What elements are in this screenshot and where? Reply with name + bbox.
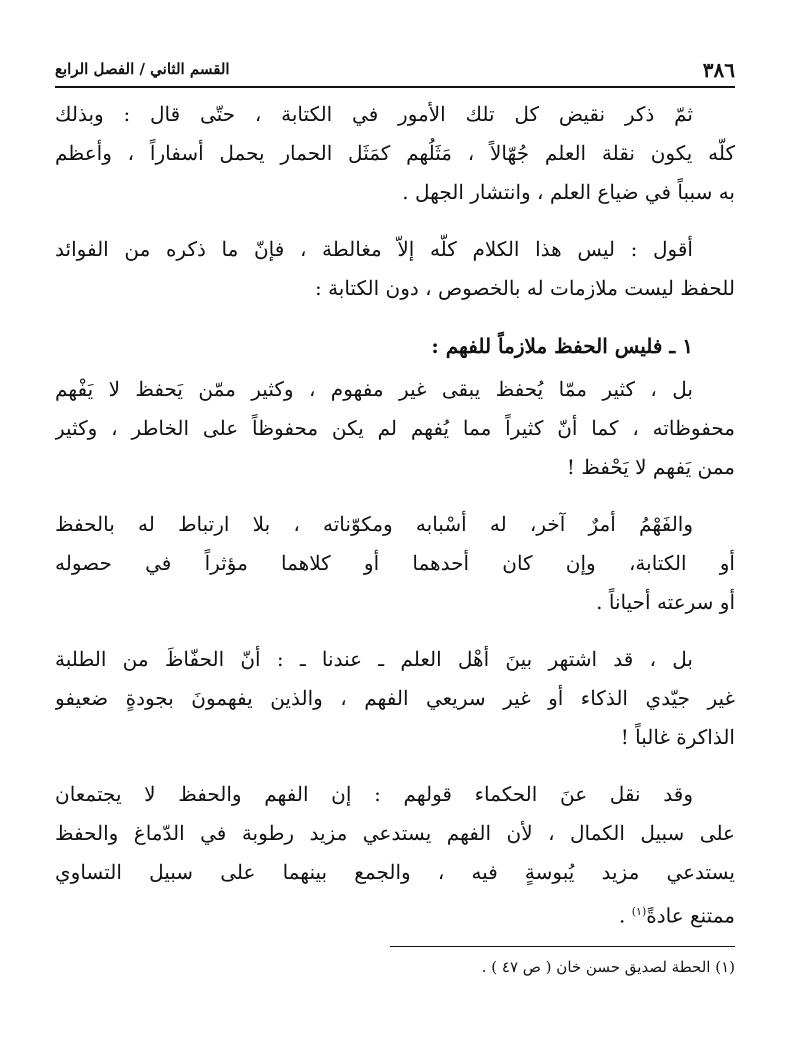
paragraph — [55, 230, 735, 308]
footnote: (١) الحطة لصديق حسن خان ( ص ٤٧ ) . — [481, 958, 735, 976]
text-line — [55, 505, 735, 544]
paragraph — [55, 370, 735, 487]
line-text: محفوظاته ، كما أنّ كثيراً مما يُفهم لم يكن محفوظاً على الخاطر ، وكثير — [55, 416, 735, 440]
paragraph — [55, 505, 735, 622]
text-line — [55, 583, 735, 622]
header-rule — [55, 86, 735, 88]
line-end-punctuation: . — [619, 903, 632, 928]
text-line — [55, 448, 735, 487]
footnote-reference[interactable]: (١) — [631, 905, 647, 918]
line-text: ممن يَفهم لا يَحْفظ ! — [566, 455, 735, 479]
line-text: أو سرعته أحياناً . — [596, 590, 735, 614]
line-text: بل ، كثير ممّا يُحفظ يبقى غير مفهوم ، وكثير ممّن يَحفظ لا يَفْهم — [55, 377, 693, 401]
text-line — [55, 544, 735, 583]
line-text: والفَهْمُ أمرٌ آخر، له أسْبابه ومكوّناته ، بلا ارتباط له بالحفظ — [55, 512, 693, 536]
line-text: أقول : ليس هذا الكلام كلّه إلاّ مغالطة ، فإنّ ما ذكره من الفوائد — [55, 237, 693, 261]
paragraph — [55, 640, 735, 757]
line-text: وقد نقل عنَ الحكماء قولهم : إن الفهم والحفظ لا يجتمعان — [55, 782, 693, 806]
line-text: يستدعي مزيد يُبوسةٍ فيه ، والجمع بينهما على سبيل التساوي — [55, 860, 735, 884]
text-line — [55, 679, 735, 718]
page-body — [55, 95, 735, 949]
text-line — [55, 409, 735, 448]
text-line — [55, 134, 735, 173]
text-line — [55, 814, 735, 853]
text-line — [55, 95, 735, 134]
section-heading: ١ ـ فليس الحفظ ملازماً للفهم : — [431, 334, 693, 358]
text-line — [55, 370, 735, 409]
line-text: بل ، قد اشتهر بينَ أهْل العلم ـ عندنا ـ : أنّ الحفّاظَ من الطلبة — [55, 647, 693, 671]
line-text: الذاكرة غالباً ! — [620, 725, 735, 749]
running-header — [55, 58, 735, 84]
text-line — [55, 640, 735, 679]
line-text: غير جيّدي الذكاء أو غير سريعي الفهم ، والذين يفهمونَ بجودةٍ ضعيفو — [55, 686, 735, 710]
footnote-rule — [390, 946, 735, 947]
line-text: ثمّ ذكر نقيض كل تلك الأمور في الكتابة ، حتّى قال : وبذلك — [55, 102, 693, 126]
line-text: أو الكتابة، وإن كان أحدهما أو كلاهما مؤثراً في حصوله — [55, 551, 735, 575]
line-text: كلّه يكون نقلة العلم جُهّالاً ، مَثَلُهم كمَثَل الحمار يحمل أسفاراً ، وأعظم — [55, 141, 735, 165]
text-line — [55, 269, 735, 308]
paragraph — [55, 95, 735, 212]
text-line — [55, 230, 735, 269]
text-line — [55, 892, 735, 931]
line-text: به سبباً في ضياع العلم ، وانتشار الجهل . — [402, 180, 735, 204]
running-title: القسم الثاني / الفصل الرابع — [55, 60, 230, 78]
line-text: ممتنع عادةً — [646, 903, 735, 928]
text-line — [55, 775, 735, 814]
paragraph — [55, 775, 735, 931]
page-number: ٣٨٦ — [702, 58, 735, 82]
text-line — [55, 173, 735, 212]
text-line — [55, 853, 735, 892]
text-line — [55, 718, 735, 757]
line-text: للحفظ ليست ملازمات له بالخصوص ، دون الكتابة : — [314, 276, 735, 300]
line-text: على سبيل الكمال ، لأن الفهم يستدعي مزيد رطوبة في الدّماغ والحفظ — [55, 821, 735, 845]
